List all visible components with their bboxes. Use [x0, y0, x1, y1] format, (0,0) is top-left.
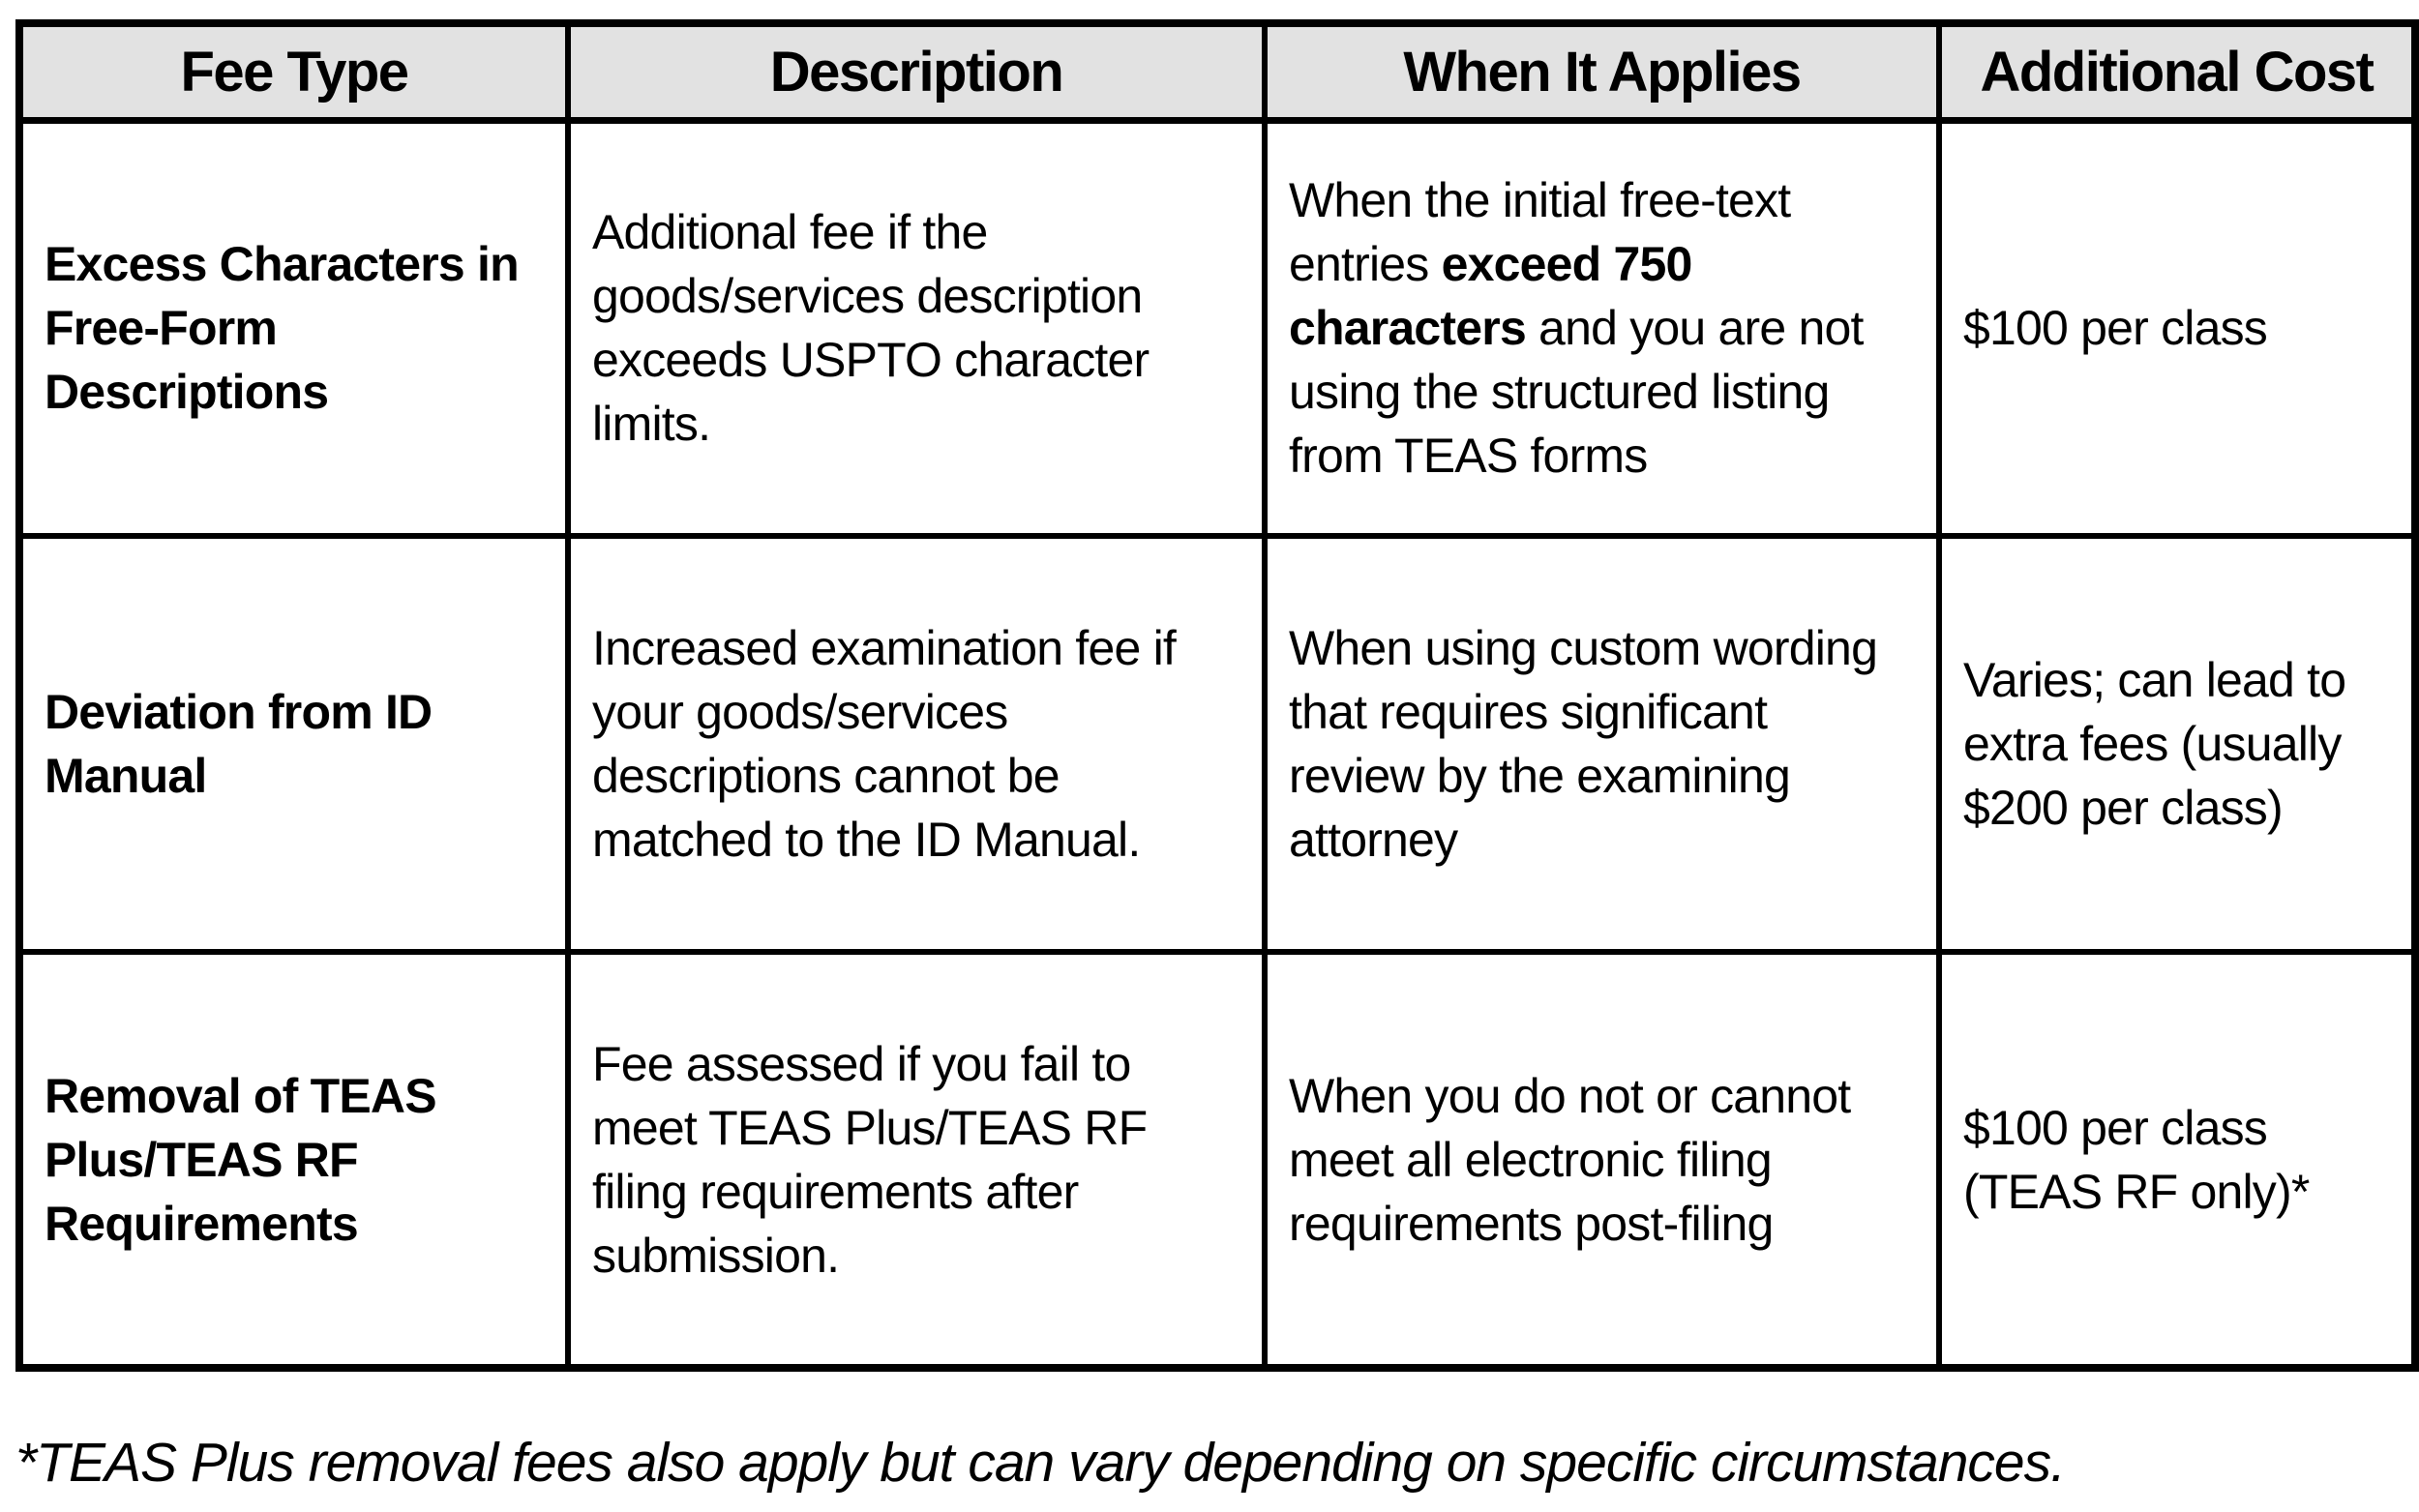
when-text-bold: exceed 750 characters	[1289, 237, 1692, 356]
when-applies-cell	[1265, 536, 1939, 952]
when-text-suffix: and you are not using the structured listing from TEAS forms	[1289, 301, 1864, 484]
fee-type-cell: Excess Characters in Free-Form Descriptions	[19, 120, 568, 536]
when-applies-cell	[1265, 952, 1939, 1368]
when-text-prefix: When the initial free-text entries	[1289, 173, 1791, 292]
description-cell: Additional fee if the goods/services description exceeds USPTO character limits.	[568, 120, 1265, 536]
uspto-fee-table	[15, 19, 2419, 1372]
table-row-removal-teas-requirements	[19, 952, 2415, 1368]
column-header-additional-cost: Additional Cost	[1939, 23, 2415, 120]
table-row-excess-characters	[19, 120, 2415, 536]
table-row-deviation-id-manual	[19, 536, 2415, 952]
footnote: *TEAS Plus removal fees also apply but can vary depending on specific circumstances.	[15, 1432, 2065, 1494]
column-header-description: Description	[568, 23, 1265, 120]
fee-type-cell: Removal of TEAS Plus/TEAS RF Requirements	[19, 952, 568, 1368]
when-text-prefix: When you do not or cannot meet all electronic filing requirements post-filing	[1289, 1068, 1851, 1251]
header-row	[19, 23, 2415, 120]
when-applies-cell	[1265, 120, 1939, 536]
when-text-prefix: When using custom wording that requires significant review by the examining attorney	[1289, 621, 1878, 867]
additional-cost-cell: $100 per class (TEAS RF only)*	[1939, 952, 2415, 1368]
additional-cost-cell: Varies; can lead to extra fees (usually $200 per class)	[1939, 536, 2415, 952]
description-cell: Increased examination fee if your goods/services descriptions cannot be matched to the ID Manual.	[568, 536, 1265, 952]
description-cell: Fee assessed if you fail to meet TEAS Plus/TEAS RF filing requirements after submission.	[568, 952, 1265, 1368]
additional-cost-cell: $100 per class	[1939, 120, 2415, 536]
column-header-when-it-applies: When It Applies	[1265, 23, 1939, 120]
fee-type-cell: Deviation from ID Manual	[19, 536, 568, 952]
column-header-fee-type: Fee Type	[19, 23, 568, 120]
